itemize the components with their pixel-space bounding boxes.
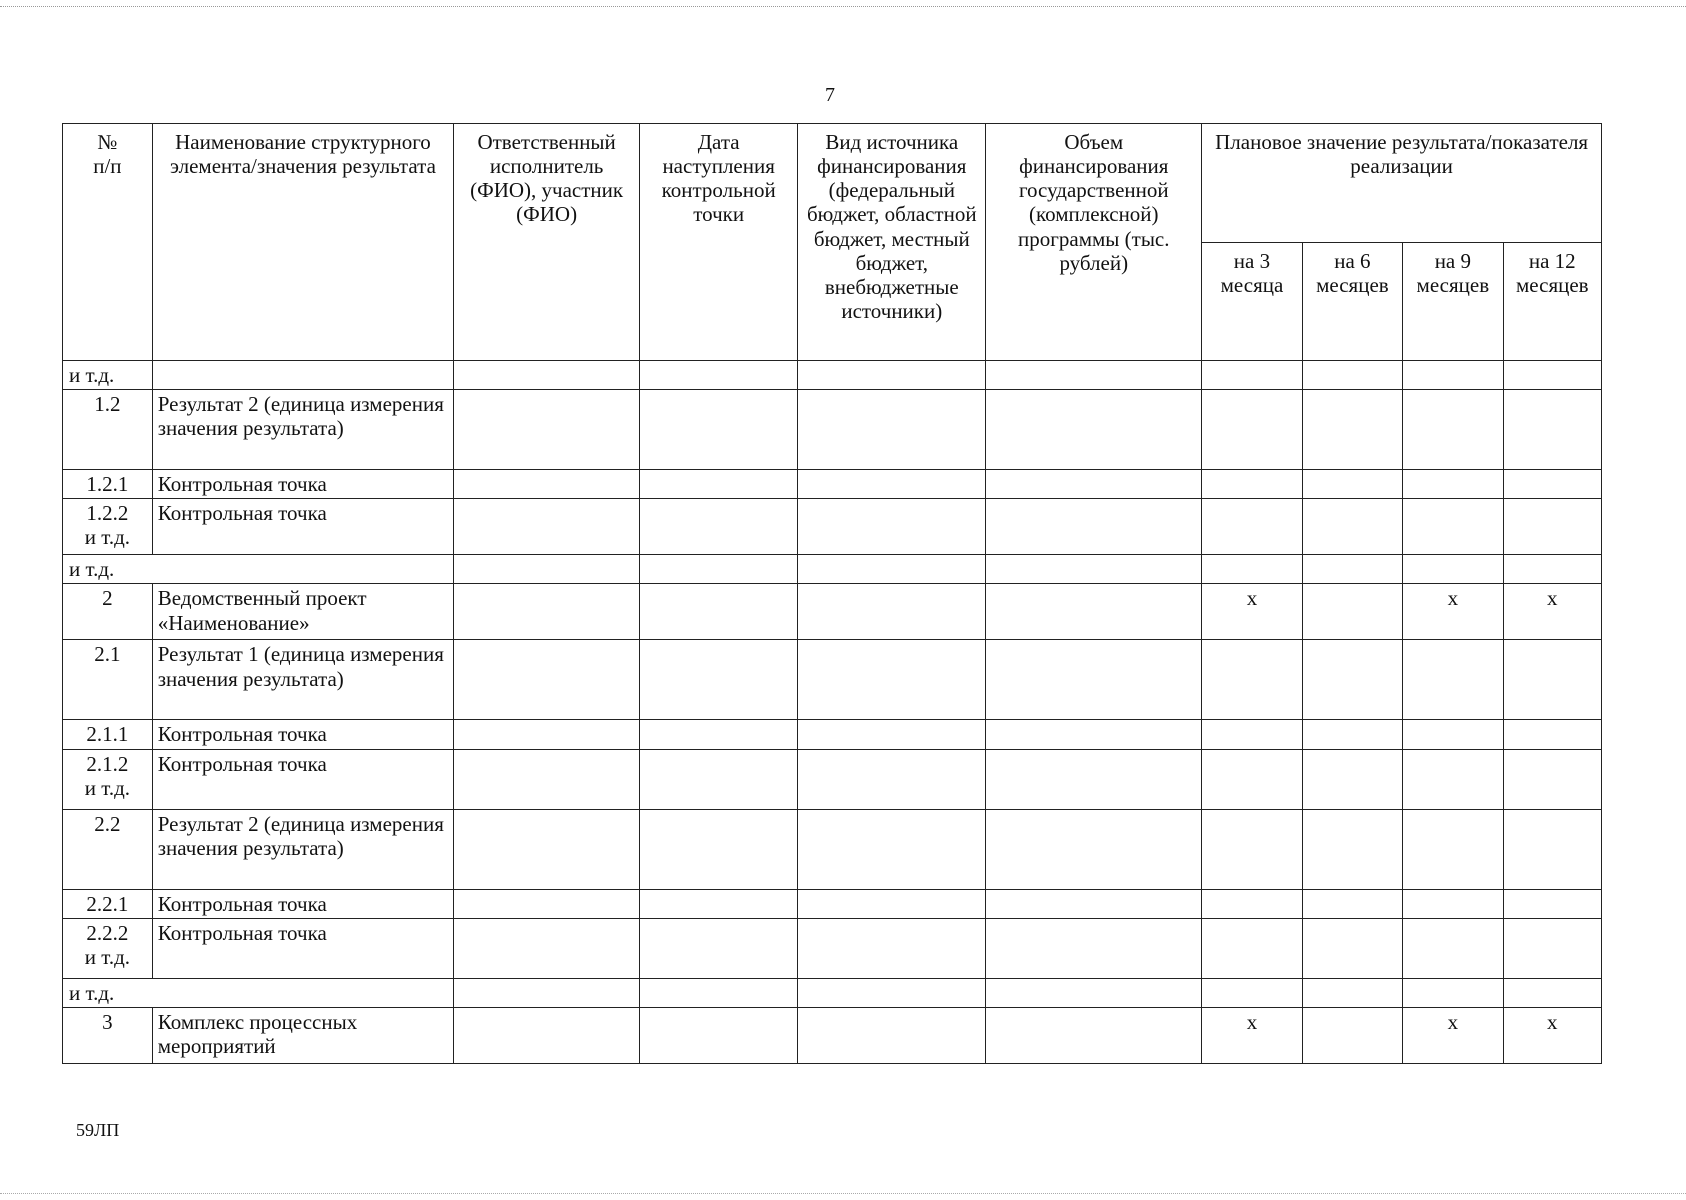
mark-9-months [1403,720,1503,749]
row-name: Результат 2 (единица измерения значения результата) [152,390,453,470]
row-number: 2.1.1 [63,720,153,749]
row-number: 2 [63,584,153,640]
header-3-months: на 3 месяца [1202,242,1302,361]
mark-3-months [1202,470,1302,499]
mark-12-months [1503,889,1601,918]
mark-9-months [1403,809,1503,889]
mark-6-months [1302,809,1402,889]
row-number: 2.2.2 и т.д. [63,918,153,978]
mark-3-months: х [1202,1007,1302,1063]
scan-edge-bottom [0,1189,1686,1194]
mark-9-months [1403,918,1503,978]
header-9-months: на 9 месяцев [1403,242,1503,361]
table-row [63,470,1602,499]
row-name: Ведомственный проект «Наименование» [152,584,453,640]
table-row [63,361,1602,390]
document-code: 59ЛП [76,1120,120,1140]
header-6-months: на 6 месяцев [1302,242,1402,361]
mark-6-months [1302,889,1402,918]
mark-3-months [1202,918,1302,978]
scan-edge-top [0,6,1686,21]
table-row [63,720,1602,749]
row-name: Контрольная точка [152,470,453,499]
row-name: Контрольная точка [152,720,453,749]
mark-6-months [1302,470,1402,499]
mark-6-months [1302,640,1402,720]
row-name: Контрольная точка [152,918,453,978]
table-row [63,584,1602,640]
mark-3-months [1202,720,1302,749]
mark-12-months: х [1503,1007,1601,1063]
row-number: 2.2 [63,809,153,889]
row-name: Результат 1 (единица измерения значения результата) [152,640,453,720]
page-number: 7 [825,84,835,106]
header-name: Наименование структурного элемента/значения результата [152,124,453,361]
mark-12-months [1503,809,1601,889]
table-row [63,809,1602,889]
row-number: 2.1.2 и т.д. [63,749,153,809]
mark-6-months [1302,918,1402,978]
row-name: Результат 2 (единица измерения значения результата) [152,809,453,889]
mark-3-months [1202,749,1302,809]
table-row [63,640,1602,720]
table-row [63,978,1602,1007]
mark-12-months: х [1503,584,1601,640]
table-row [63,889,1602,918]
mark-3-months [1202,640,1302,720]
mark-3-months [1202,390,1302,470]
row-number: 1.2 [63,390,153,470]
mark-6-months [1302,720,1402,749]
mark-9-months [1403,749,1503,809]
mark-6-months [1302,1007,1402,1063]
table-row [63,1007,1602,1063]
table-body [63,361,1602,1064]
etc-label: и т.д. [63,555,454,584]
mark-9-months [1403,499,1503,555]
header-source: Вид источника финансирования (федеральный бюджет, областной бюджет, местный бюджет, внебюджетные источники) [798,124,986,361]
plan-table [62,123,1602,1064]
row-name: Контрольная точка [152,499,453,555]
mark-9-months: х [1403,584,1503,640]
mark-12-months [1503,470,1601,499]
row-number: 1.2.1 [63,470,153,499]
row-name: Контрольная точка [152,749,453,809]
mark-3-months [1202,889,1302,918]
mark-9-months [1403,889,1503,918]
row-number: 2.1 [63,640,153,720]
table-row [63,555,1602,584]
mark-12-months [1503,499,1601,555]
mark-12-months [1503,390,1601,470]
mark-3-months [1202,809,1302,889]
header-num: № п/п [63,124,153,361]
mark-12-months [1503,720,1601,749]
table-row [63,499,1602,555]
mark-12-months [1503,640,1601,720]
header-volume: Объем финансирования государственной (комплексной) программы (тыс. рублей) [986,124,1202,361]
mark-9-months [1403,470,1503,499]
mark-6-months [1302,499,1402,555]
table-row [63,390,1602,470]
row-number: 1.2.2 и т.д. [63,499,153,555]
row-number: 2.2.1 [63,889,153,918]
table-row [63,749,1602,809]
row-name: Контрольная точка [152,889,453,918]
mark-9-months: х [1403,1007,1503,1063]
mark-9-months [1403,390,1503,470]
table-row [63,918,1602,978]
table-header [63,124,1602,361]
row-name: Комплекс процессных мероприятий [152,1007,453,1063]
mark-12-months [1503,749,1601,809]
mark-6-months [1302,390,1402,470]
header-responsible: Ответственный исполнитель (ФИО), участник (ФИО) [454,124,640,361]
mark-3-months [1202,499,1302,555]
mark-3-months: х [1202,584,1302,640]
row-number: 3 [63,1007,153,1063]
header-date: Дата наступления контрольной точки [640,124,798,361]
header-plan: Плановое значение результата/показателя реализации [1202,124,1602,243]
mark-6-months [1302,584,1402,640]
header-12-months: на 12 месяцев [1503,242,1601,361]
etc-label: и т.д. [63,978,454,1007]
mark-9-months [1403,640,1503,720]
mark-12-months [1503,918,1601,978]
etc-label: и т.д. [63,361,153,390]
mark-6-months [1302,749,1402,809]
